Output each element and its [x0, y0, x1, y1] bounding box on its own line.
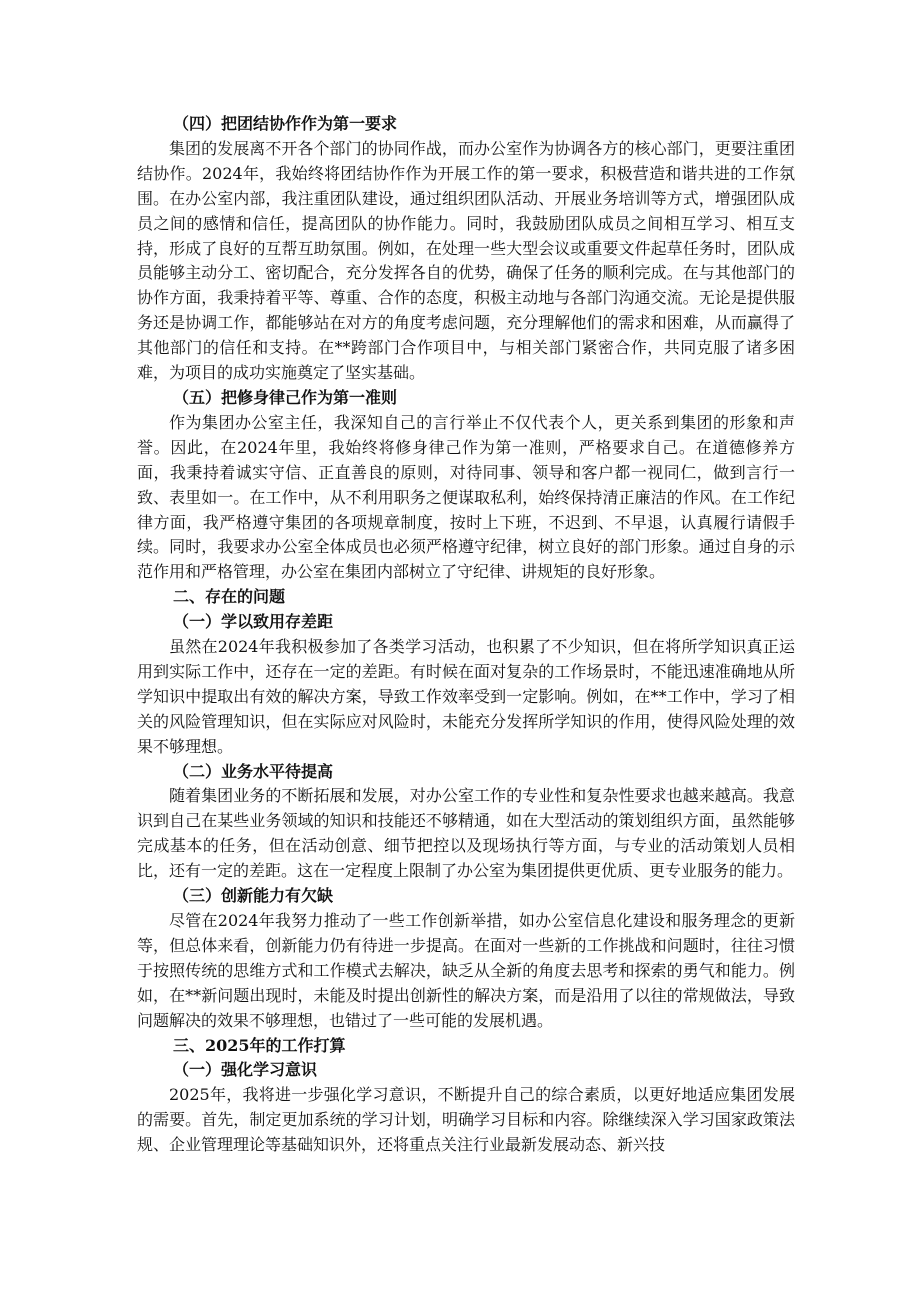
section4-body: 集团的发展离不开各个部门的协同作战，而办公室作为协调各方的核心部门，更要注重团结协作。2024年，我始终将团结协作作为开展工作的第一要求，积极营造和谐共进的工作氛围。在办公室内部，我注重团队建设，通过组织团队活动、开展业务培训等方式，增强团队成员之间的感情和信任，提高团队的协作能力。同时，我鼓励团队成员之间相互学习、相互支持，形成了良好的互帮互助氛围。例如，在处理一些大型会议或重要文件起草任务时，团队成员能够主动分工、密切配合，充分发挥各自的优势，确保了任务的顺利完成。在与其他部门的协作方面，我秉持着平等、尊重、合作的态度，积极主动地与各部门沟通交流。无论是提供服务还是协调工作，都能够站在对方的角度考虑问题，充分理解他们的需求和困难，从而赢得了其他部门的信任和支持。在**跨部门合作项目中，与相关部门紧密合作，共同克服了诸多困难，为项目的成功实施奠定了坚实基础。 — [137, 138, 795, 383]
part2-heading: 二、存在的问题 — [173, 587, 286, 607]
section5-heading: （五）把修身律己作为第一准则 — [173, 387, 398, 407]
part2-sub1-body: 虽然在2024年我积极参加了各类学习活动，也积累了不少知识，但在将所学知识真正运用到实际工作中，还存在一定的差距。有时候在面对复杂的工作场景时，不能迅速准确地从所学知识中提取出有效的解决方案，导致工作效率受到一定影响。例如，在**工作中，学习了相关的风险管理知识，但在实际应对风险时，未能充分发挥所学知识的作用，使得风险处理的效果不够理想。 — [137, 637, 795, 756]
part2-sub1-heading: （一）学以致用存差距 — [173, 612, 334, 632]
part2-sub2-heading: （二）业务水平待提高 — [173, 761, 334, 781]
section5-body: 作为集团办公室主任，我深知自己的言行举止不仅代表个人，更关系到集团的形象和声誉。因此，在2024年里，我始终将修身律己作为第一准则，严格要求自己。在道德修养方面，我秉持着诚实守信、正直善良的原则，对待同事、领导和客户都一视同仁，做到言行一致、表里如一。在工作中，从不利用职务之便谋取私利，始终保持清正廉洁的作风。在工作纪律方面，我严格遵守集团的各项规章制度，按时上下班，不迟到、不早退，认真履行请假手续。同时，我要求办公室全体成员也必须严格遵守纪律，树立良好的部门形象。通过自身的示范作用和严格管理，办公室在集团内部树立了守纪律、讲规矩的良好形象。 — [137, 412, 795, 582]
part2-sub3-heading: （三）创新能力有欠缺 — [173, 886, 334, 906]
document-page — [137, 112, 795, 1158]
part2-sub2-body: 随着集团业务的不断拓展和发展，对办公室工作的专业性和复杂性要求也越来越高。我意识到自己在某些业务领域的知识和技能还不够精通，如在大型活动的策划组织方面，虽然能够完成基本的任务，但在活动创意、细节把控以及现场执行等方面，与专业的活动策划人员相比，还有一定的差距。这在一定程度上限制了办公室为集团提供更优质、更专业服务的能力。 — [137, 786, 795, 881]
part3-heading: 三、2025年的工作打算 — [173, 1035, 346, 1055]
part2-sub3-body: 尽管在2024年我努力推动了一些工作创新举措，如办公室信息化建设和服务理念的更新等，但总体来看，创新能力仍有待进一步提高。在面对一些新的工作挑战和问题时，往往习惯于按照传统的思维方式和工作模式去解决，缺乏从全新的角度去思考和探索的勇气和能力。例如，在**新问题出现时，未能及时提出创新性的解决方案，而是沿用了以往的常规做法，导致问题解决的效果不够理想，也错过了一些可能的发展机遇。 — [137, 911, 795, 1030]
part3-sub1-heading: （一）强化学习意识 — [173, 1060, 318, 1080]
section4-heading: （四）把团结协作作为第一要求 — [173, 114, 398, 133]
part3-sub1-body: 2025年，我将进一步强化学习意识，不断提升自己的综合素质，以更好地适应集团发展的需要。首先，制定更加系统的学习计划，明确学习目标和内容。除继续深入学习国家政策法规、企业管理理论等基础知识外，还将重点关注行业最新发展动态、新兴技 — [137, 1085, 795, 1155]
